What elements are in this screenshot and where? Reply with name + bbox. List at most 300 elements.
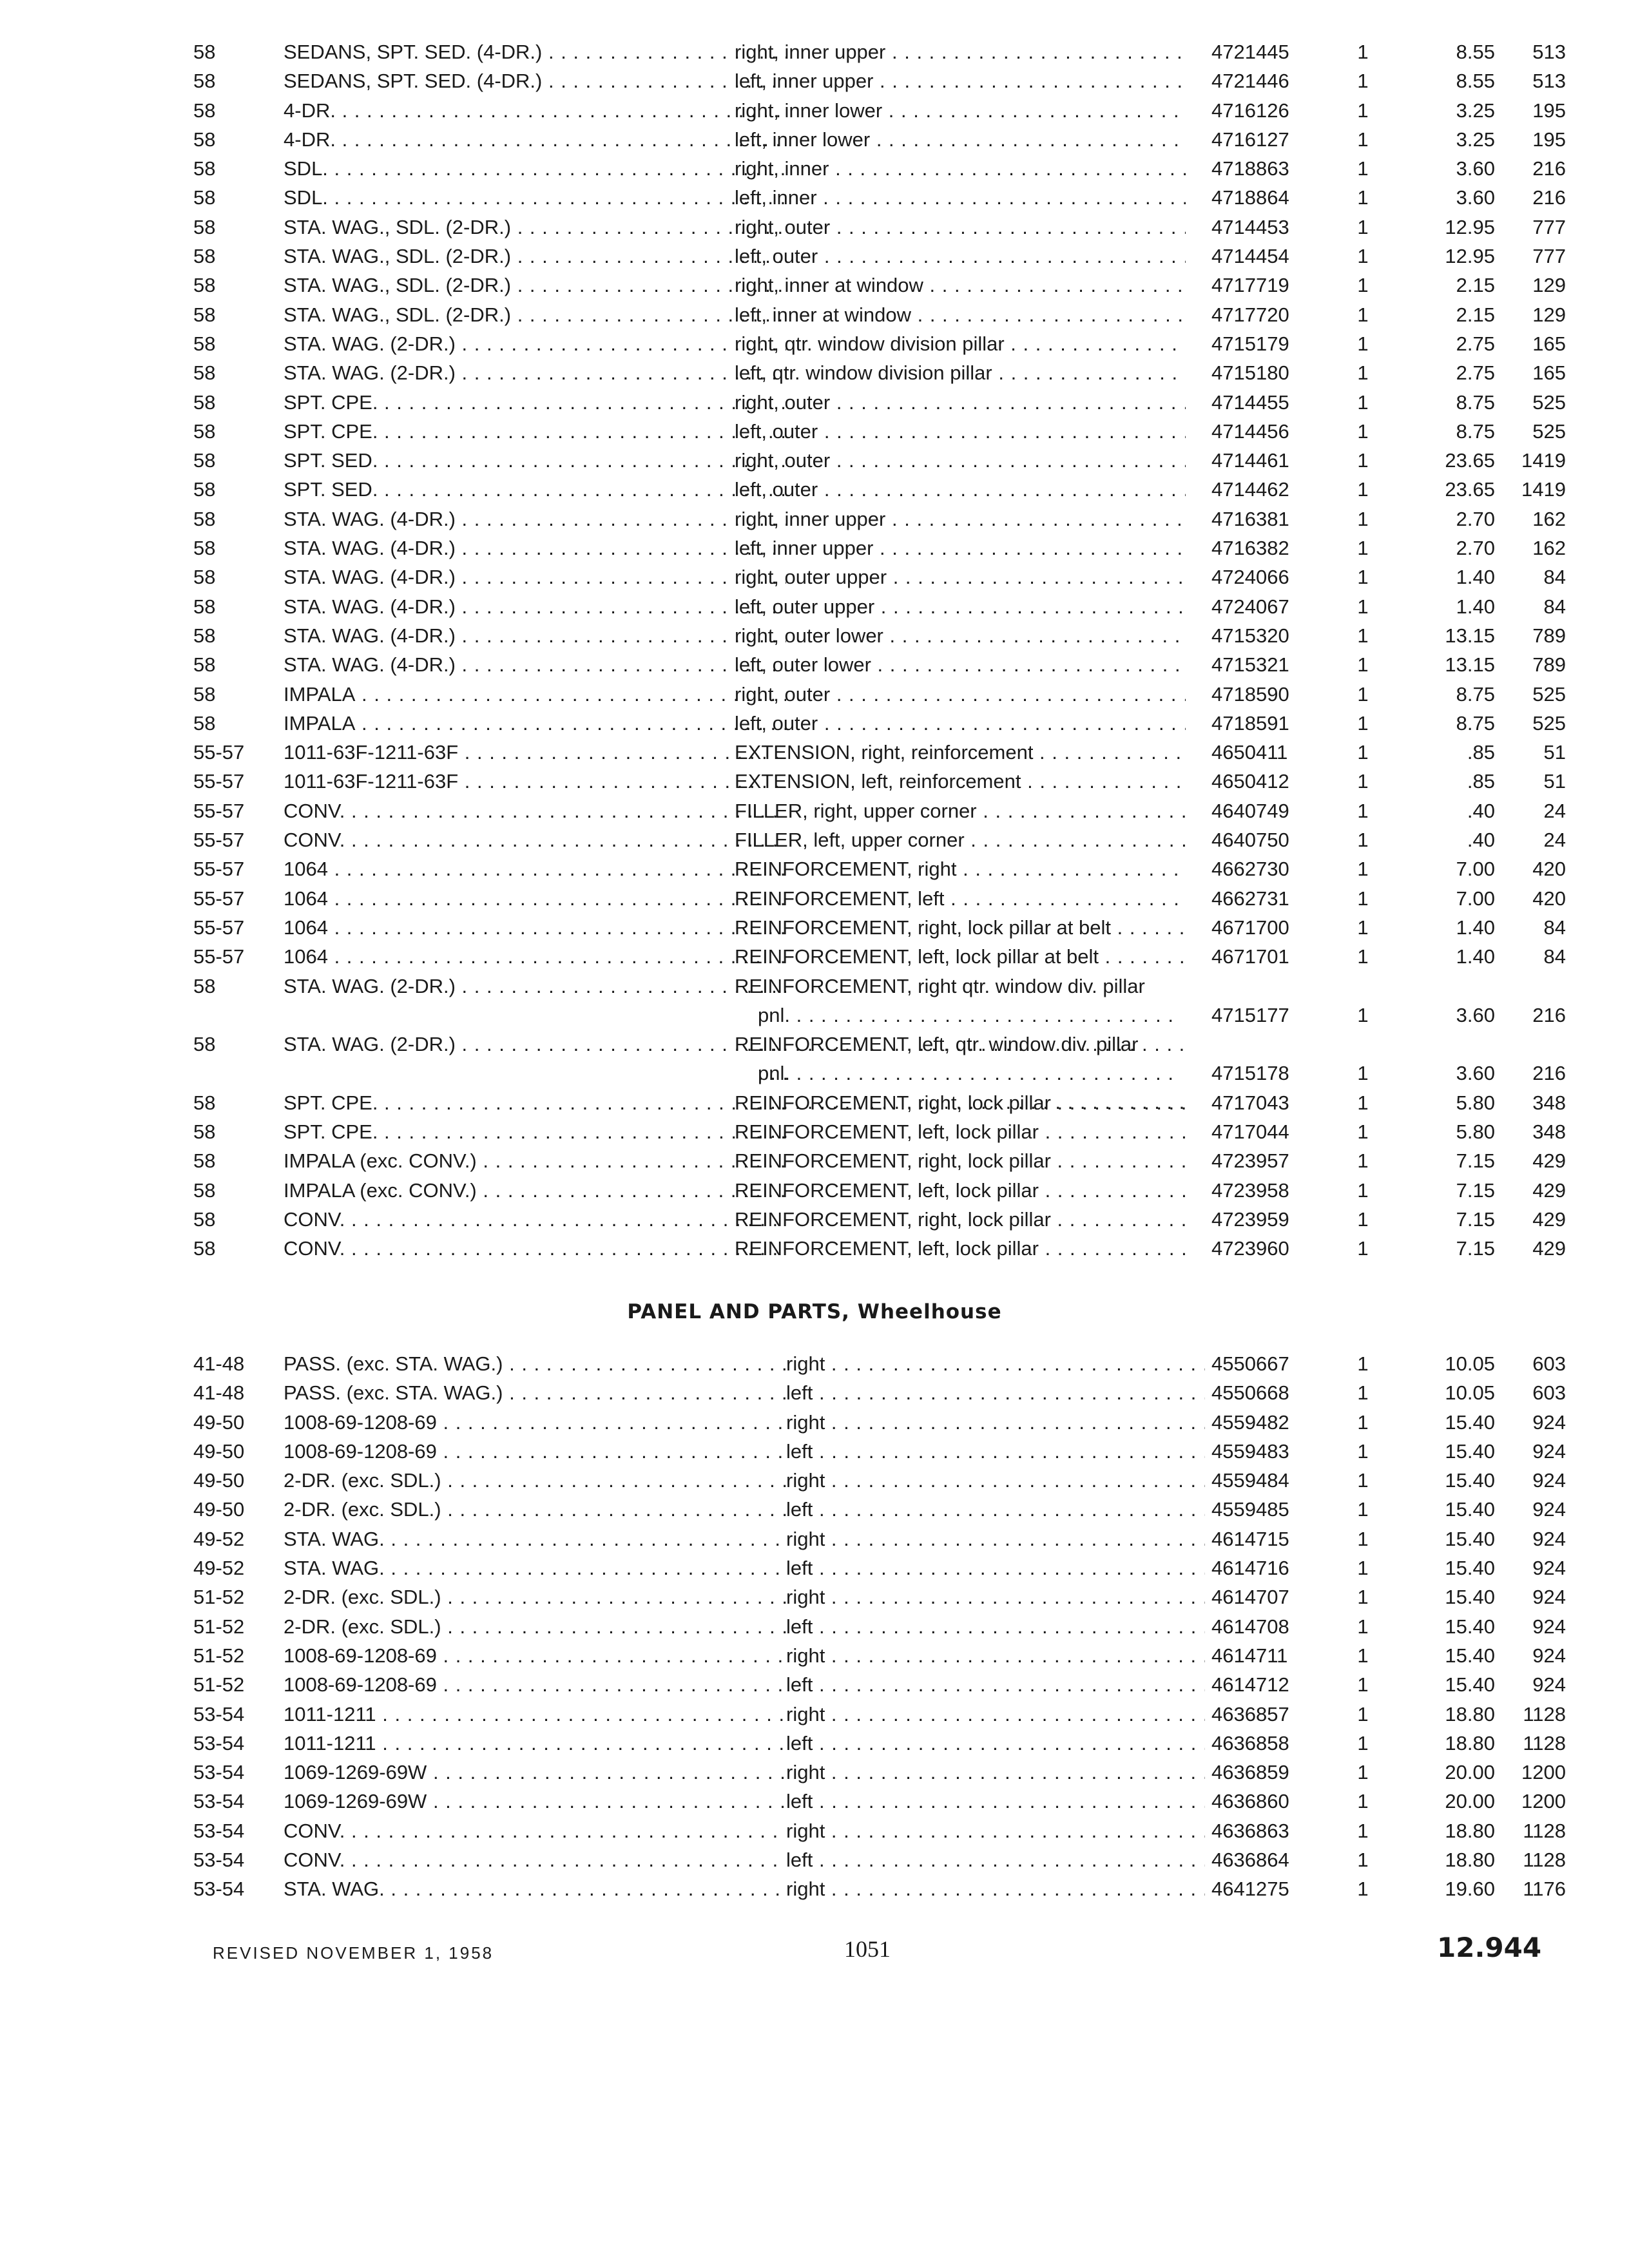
model-cell: STA. WAG. (2-DR.) . . .: [284, 358, 786, 387]
part-number-cell: 4717720: [1211, 303, 1289, 326]
part-number-cell: 4718864: [1211, 186, 1289, 209]
list-cell: 195: [1532, 99, 1566, 122]
part-number-cell: 4550668: [1211, 1381, 1289, 1405]
year-cell: 58: [193, 653, 216, 677]
list-cell: 924: [1532, 1469, 1566, 1492]
part-number-cell: 4714461: [1211, 449, 1289, 472]
quantity-cell: 1: [1357, 99, 1369, 122]
revision-date: REVISED NOVEMBER 1, 1958: [213, 1943, 494, 1963]
model-cell: SPT. SED. . . .: [284, 446, 786, 475]
year-cell: 58: [193, 711, 216, 735]
price-cell: 2.15: [1456, 303, 1495, 326]
description-cell: REINFORCEMENT, right, lock pillar . . .: [735, 1205, 1186, 1234]
model-cell: 1064 . . .: [284, 884, 786, 913]
price-cell: 5.80: [1456, 1120, 1495, 1143]
model-cell: 1069-1269-69W . . .: [284, 1787, 786, 1816]
quantity-cell: 1: [1357, 419, 1369, 443]
model-cell: IMPALA . . .: [284, 680, 786, 709]
part-number-cell: 4716127: [1211, 128, 1289, 151]
model-cell: 1064 . . .: [284, 854, 786, 883]
description-cell: left . . .: [786, 1729, 1205, 1758]
part-number-cell: 4717043: [1211, 1091, 1289, 1114]
quantity-cell: 1: [1357, 1819, 1369, 1842]
price-cell: 7.15: [1456, 1178, 1495, 1202]
part-number-cell: 4641275: [1211, 1878, 1289, 1901]
price-cell: 15.40: [1445, 1439, 1495, 1463]
model-cell: 2-DR. (exc. SDL.) . . .: [284, 1495, 786, 1524]
table-row: [193, 300, 1566, 329]
quantity-cell: 1: [1357, 1207, 1369, 1231]
table-row: [193, 767, 1566, 796]
description-cell: left, outer upper . . .: [735, 592, 1186, 621]
quantity-cell: 1: [1357, 945, 1369, 968]
model-cell: IMPALA (exc. CONV.) . . .: [284, 1176, 786, 1205]
section-number: 12.944: [1437, 1932, 1542, 1963]
year-cell: 58: [193, 361, 216, 385]
list-cell: 525: [1532, 682, 1566, 706]
model-cell: 1008-69-1208-69 . . .: [284, 1408, 786, 1437]
price-cell: 18.80: [1445, 1849, 1495, 1872]
year-cell: 58: [193, 128, 216, 151]
model-cell: STA. WAG. (4-DR.) . . .: [284, 533, 786, 562]
part-number-cell: 4671701: [1211, 945, 1289, 968]
part-number-cell: 4714454: [1211, 245, 1289, 268]
model-cell: STA. WAG. (2-DR.) . . .: [284, 329, 786, 358]
description-cell: right, qtr. window division pillar . . .: [735, 329, 1186, 358]
model-cell: 2-DR. (exc. SDL.) . . .: [284, 1466, 786, 1495]
list-cell: 1128: [1523, 1702, 1566, 1725]
part-number-cell: 4636859: [1211, 1761, 1289, 1784]
quantity-cell: 1: [1357, 770, 1369, 793]
price-cell: 15.40: [1445, 1498, 1495, 1521]
parts-table-2: [193, 1349, 1566, 1904]
year-cell: 55-57: [193, 829, 245, 852]
year-cell: 58: [193, 478, 216, 501]
description-cell: left . . .: [786, 1553, 1205, 1582]
price-cell: 8.75: [1456, 390, 1495, 414]
year-cell: 55-57: [193, 887, 245, 910]
list-cell: 513: [1532, 41, 1566, 63]
quantity-cell: 1: [1357, 186, 1369, 209]
quantity-cell: 1: [1357, 303, 1369, 326]
table-row: [193, 1205, 1566, 1234]
list-cell: 162: [1532, 507, 1566, 530]
quantity-cell: 1: [1357, 1790, 1369, 1813]
year-cell: 58: [193, 682, 216, 706]
part-number-cell: 4559485: [1211, 1498, 1289, 1521]
list-cell: 1128: [1523, 1731, 1566, 1754]
table-row: [193, 505, 1566, 533]
year-cell: 53-54: [193, 1761, 245, 1784]
year-cell: 58: [193, 215, 216, 238]
year-cell: 58: [193, 449, 216, 472]
description-cell: right, outer upper . . .: [735, 562, 1186, 591]
year-cell: 53-54: [193, 1819, 245, 1842]
model-cell: 1011-63F-1211-63F . . .: [284, 738, 786, 767]
description-cell: right . . .: [786, 1349, 1205, 1378]
price-cell: 1.40: [1456, 566, 1495, 589]
model-cell: STA. WAG., SDL. (2-DR.) . . .: [284, 213, 786, 242]
part-number-cell: 4715178: [1211, 1062, 1289, 1085]
quantity-cell: 1: [1357, 653, 1369, 677]
quantity-cell: 1: [1357, 916, 1369, 939]
description-cell: right . . .: [786, 1758, 1205, 1787]
list-cell: 84: [1543, 595, 1566, 618]
part-number-cell: 4715321: [1211, 653, 1289, 677]
part-number-cell: 4636858: [1211, 1731, 1289, 1754]
model-cell: SDL. . . .: [284, 154, 786, 183]
year-cell: 58: [193, 1149, 216, 1173]
list-cell: 924: [1532, 1586, 1566, 1609]
year-cell: 58: [193, 332, 216, 355]
price-cell: 8.75: [1456, 419, 1495, 443]
part-number-cell: 4718590: [1211, 682, 1289, 706]
price-cell: 3.60: [1456, 186, 1495, 209]
list-cell: 1128: [1523, 1849, 1566, 1872]
part-number-cell: 4724067: [1211, 595, 1289, 618]
table-row: [193, 972, 1566, 1030]
part-number-cell: 4716382: [1211, 537, 1289, 560]
price-cell: 20.00: [1445, 1761, 1495, 1784]
part-number-cell: 4671700: [1211, 916, 1289, 939]
list-cell: 525: [1532, 390, 1566, 414]
price-cell: 15.40: [1445, 1557, 1495, 1580]
price-cell: 12.95: [1445, 215, 1495, 238]
list-cell: 420: [1532, 858, 1566, 881]
quantity-cell: 1: [1357, 887, 1369, 910]
list-cell: 216: [1532, 1003, 1566, 1026]
price-cell: 2.70: [1456, 537, 1495, 560]
price-cell: .40: [1467, 829, 1495, 852]
table-row: [193, 709, 1566, 738]
list-cell: 216: [1532, 186, 1566, 209]
price-cell: 15.40: [1445, 1673, 1495, 1696]
list-cell: 429: [1532, 1237, 1566, 1260]
table-row: [193, 475, 1566, 504]
part-number-cell: 4714456: [1211, 419, 1289, 443]
part-number-cell: 4723957: [1211, 1149, 1289, 1173]
quantity-cell: 1: [1357, 711, 1369, 735]
price-cell: 15.40: [1445, 1644, 1495, 1667]
description-cell: left, outer . . .: [735, 417, 1186, 446]
description-cell: FILLER, left, upper corner . . .: [735, 825, 1186, 854]
quantity-cell: 1: [1357, 449, 1369, 472]
price-cell: .85: [1467, 741, 1495, 764]
quantity-cell: 1: [1357, 1352, 1369, 1375]
year-cell: 58: [193, 974, 216, 997]
price-cell: 3.60: [1456, 1003, 1495, 1026]
list-cell: 84: [1543, 916, 1566, 939]
year-cell: 58: [193, 419, 216, 443]
description-cell: right, outer . . .: [735, 388, 1186, 417]
description-cell: REINFORCEMENT, left, lock pillar . . .: [735, 1117, 1186, 1146]
year-cell: 51-52: [193, 1644, 245, 1667]
list-cell: 429: [1532, 1178, 1566, 1202]
year-cell: 58: [193, 1091, 216, 1114]
list-cell: 789: [1532, 653, 1566, 677]
model-cell: SPT. SED. . . .: [284, 475, 786, 504]
model-cell: STA. WAG., SDL. (2-DR.) . . .: [284, 300, 786, 329]
table-row: [193, 533, 1566, 562]
model-cell: SEDANS, SPT. SED. (4-DR.) . . .: [284, 66, 786, 95]
quantity-cell: 1: [1357, 1091, 1369, 1114]
quantity-cell: 1: [1357, 1439, 1369, 1463]
table-row: [193, 1117, 1566, 1146]
part-number-cell: 4550667: [1211, 1352, 1289, 1375]
price-cell: 18.80: [1445, 1731, 1495, 1754]
table-row: [193, 1466, 1566, 1495]
list-cell: 924: [1532, 1498, 1566, 1521]
year-cell: 58: [193, 1237, 216, 1260]
section-title: PANEL AND PARTS, Wheelhouse: [627, 1300, 1002, 1323]
table-row: [193, 388, 1566, 417]
part-number-cell: 4715179: [1211, 332, 1289, 355]
table-row: [193, 1030, 1566, 1088]
part-number-cell: 4714455: [1211, 390, 1289, 414]
quantity-cell: 1: [1357, 1527, 1369, 1550]
year-cell: 51-52: [193, 1586, 245, 1609]
table-row: [193, 1524, 1566, 1553]
quantity-cell: 1: [1357, 682, 1369, 706]
part-number-cell: 4636857: [1211, 1702, 1289, 1725]
part-number-cell: 4721446: [1211, 70, 1289, 93]
description-cell: right, outer . . .: [735, 446, 1186, 475]
year-cell: 49-50: [193, 1439, 245, 1463]
price-cell: 12.95: [1445, 245, 1495, 268]
list-cell: 777: [1532, 245, 1566, 268]
model-cell: CONV. . . .: [284, 1845, 786, 1874]
year-cell: 58: [193, 186, 216, 209]
part-number-cell: 4662731: [1211, 887, 1289, 910]
year-cell: 58: [193, 1178, 216, 1202]
description-cell: left, inner at window . . .: [735, 300, 1186, 329]
part-number-cell: 4723959: [1211, 1207, 1289, 1231]
table-row: [193, 1816, 1566, 1845]
model-cell: SPT. CPE. . . .: [284, 1117, 786, 1146]
part-number-cell: 4614715: [1211, 1527, 1289, 1550]
quantity-cell: 1: [1357, 624, 1369, 647]
part-number-cell: 4636864: [1211, 1849, 1289, 1872]
model-cell: 2-DR. (exc. SDL.) . . .: [284, 1612, 786, 1641]
price-cell: 5.80: [1456, 1091, 1495, 1114]
quantity-cell: 1: [1357, 1120, 1369, 1143]
description-cell: left . . .: [786, 1845, 1205, 1874]
part-number-cell: 4614708: [1211, 1615, 1289, 1638]
price-cell: 3.25: [1456, 99, 1495, 122]
quantity-cell: 1: [1357, 1644, 1369, 1667]
part-number-cell: 4640750: [1211, 829, 1289, 852]
description-cell: right . . .: [786, 1408, 1205, 1437]
quantity-cell: 1: [1357, 361, 1369, 385]
quantity-cell: 1: [1357, 128, 1369, 151]
price-cell: 7.15: [1456, 1237, 1495, 1260]
year-cell: 58: [193, 274, 216, 297]
model-cell: CONV. . . .: [284, 1816, 786, 1845]
year-cell: 58: [193, 537, 216, 560]
list-cell: 525: [1532, 711, 1566, 735]
part-number-cell: 4715320: [1211, 624, 1289, 647]
model-cell: CONV. . . .: [284, 1234, 786, 1263]
model-cell: 1008-69-1208-69 . . .: [284, 1437, 786, 1466]
price-cell: 8.75: [1456, 711, 1495, 735]
table-row: [193, 1729, 1566, 1758]
quantity-cell: 1: [1357, 799, 1369, 822]
price-cell: 2.75: [1456, 361, 1495, 385]
year-cell: 58: [193, 303, 216, 326]
part-number-cell: 4723960: [1211, 1237, 1289, 1260]
quantity-cell: 1: [1357, 1237, 1369, 1260]
year-cell: 58: [193, 507, 216, 530]
year-cell: 58: [193, 41, 216, 63]
quantity-cell: 1: [1357, 41, 1369, 63]
description-cell: left . . .: [786, 1495, 1205, 1524]
description-cell: left, inner upper . . .: [735, 66, 1186, 95]
table-row: [193, 1234, 1566, 1263]
description-cell: right . . .: [786, 1466, 1205, 1495]
description-cell: right, outer . . .: [735, 680, 1186, 709]
price-cell: 7.15: [1456, 1149, 1495, 1173]
description-cell: REINFORCEMENT, left, lock pillar at belt . . .: [735, 942, 1186, 971]
list-cell: 1200: [1521, 1790, 1566, 1813]
description-cell: right . . .: [786, 1582, 1205, 1611]
description-cell: right, inner . . .: [735, 154, 1186, 183]
price-cell: 7.00: [1456, 887, 1495, 910]
table-row: [193, 1495, 1566, 1524]
quantity-cell: 1: [1357, 858, 1369, 881]
table-row: [193, 738, 1566, 767]
table-row: [193, 1641, 1566, 1670]
model-cell: STA. WAG., SDL. (2-DR.) . . .: [284, 242, 786, 271]
table-row: [193, 37, 1566, 66]
model-cell: 2-DR. (exc. SDL.) . . .: [284, 1582, 786, 1611]
year-cell: 53-54: [193, 1849, 245, 1872]
quantity-cell: 1: [1357, 1878, 1369, 1901]
year-cell: 41-48: [193, 1381, 245, 1405]
price-cell: 7.15: [1456, 1207, 1495, 1231]
quantity-cell: 1: [1357, 829, 1369, 852]
list-cell: 348: [1532, 1120, 1566, 1143]
list-cell: 924: [1532, 1410, 1566, 1434]
price-cell: 8.75: [1456, 682, 1495, 706]
model-cell: PASS. (exc. STA. WAG.) . . .: [284, 1378, 786, 1407]
table-row: [193, 650, 1566, 679]
table-row: [193, 1349, 1566, 1378]
part-number-cell: 4716381: [1211, 507, 1289, 530]
description-cell: left, outer . . .: [735, 709, 1186, 738]
price-cell: 13.15: [1445, 624, 1495, 647]
part-number-cell: 4721445: [1211, 41, 1289, 63]
model-cell: SPT. CPE. . . .: [284, 388, 786, 417]
table-row: [193, 446, 1566, 475]
description-cell: EXTENSION, right, reinforcement . . .: [735, 738, 1186, 767]
model-cell: 4-DR. . . .: [284, 96, 786, 125]
part-number-cell: 4650411: [1211, 741, 1288, 764]
year-cell: 58: [193, 157, 216, 180]
price-cell: 18.80: [1445, 1702, 1495, 1725]
year-cell: 55-57: [193, 916, 245, 939]
description-cell: REINFORCEMENT, left . . .: [735, 884, 1186, 913]
price-cell: 23.65: [1445, 478, 1495, 501]
model-cell: CONV. . . .: [284, 825, 786, 854]
list-cell: 216: [1532, 1062, 1566, 1085]
year-cell: 53-54: [193, 1878, 245, 1901]
list-cell: 165: [1532, 332, 1566, 355]
quantity-cell: 1: [1357, 1178, 1369, 1202]
description-cell: REINFORCEMENT, left, lock pillar . . .: [735, 1176, 1186, 1205]
quantity-cell: 1: [1357, 1702, 1369, 1725]
part-number-cell: 4650412: [1211, 770, 1289, 793]
page-number: 1051: [844, 1936, 891, 1962]
description-cell: right, inner at window . . .: [735, 271, 1186, 300]
table-row: [193, 417, 1566, 446]
model-cell: 1008-69-1208-69 . . .: [284, 1670, 786, 1699]
description-cell: left, inner lower . . .: [735, 125, 1186, 154]
model-cell: SEDANS, SPT. SED. (4-DR.) . . .: [284, 37, 786, 66]
quantity-cell: 1: [1357, 537, 1369, 560]
table-row: [193, 213, 1566, 242]
model-cell: PASS. (exc. STA. WAG.) . . .: [284, 1349, 786, 1378]
quantity-cell: 1: [1357, 478, 1369, 501]
description-line-2: pnl. . . .: [735, 1059, 1186, 1146]
quantity-cell: 1: [1357, 1761, 1369, 1784]
description-cell: FILLER, right, upper corner . . .: [735, 796, 1186, 825]
list-cell: 429: [1532, 1149, 1566, 1173]
list-cell: 924: [1532, 1527, 1566, 1550]
year-cell: 53-54: [193, 1731, 245, 1754]
part-number-cell: 4559484: [1211, 1469, 1289, 1492]
model-cell: IMPALA . . .: [284, 709, 786, 738]
model-cell: STA. WAG., SDL. (2-DR.) . . .: [284, 271, 786, 300]
price-cell: 2.15: [1456, 274, 1495, 297]
description-cell: left, inner . . .: [735, 183, 1186, 212]
part-number-cell: 4636860: [1211, 1790, 1289, 1813]
table-row: [193, 1176, 1566, 1205]
quantity-cell: 1: [1357, 1849, 1369, 1872]
list-cell: 51: [1543, 770, 1566, 793]
list-cell: 162: [1532, 537, 1566, 560]
list-cell: 1128: [1523, 1819, 1566, 1842]
year-cell: 49-50: [193, 1469, 245, 1492]
table-row: [193, 1612, 1566, 1641]
description-cell: right, outer lower . . .: [735, 621, 1186, 650]
quantity-cell: 1: [1357, 1469, 1369, 1492]
quantity-cell: 1: [1357, 1149, 1369, 1173]
description-cell: right . . .: [786, 1524, 1205, 1553]
table-row: [193, 271, 1566, 300]
list-cell: 789: [1532, 624, 1566, 647]
price-cell: 15.40: [1445, 1469, 1495, 1492]
model-cell: 4-DR. . . .: [284, 125, 786, 154]
model-cell: STA. WAG. . . .: [284, 1874, 786, 1903]
table-row: [193, 680, 1566, 709]
description-cell: REINFORCEMENT, right, lock pillar at belt . . .: [735, 913, 1186, 942]
year-cell: 58: [193, 595, 216, 618]
description-cell: left, outer . . .: [735, 242, 1186, 271]
quantity-cell: 1: [1357, 1381, 1369, 1405]
table-row: [193, 154, 1566, 183]
year-cell: 49-50: [193, 1498, 245, 1521]
model-cell: STA. WAG. . . .: [284, 1524, 786, 1553]
model-cell: SPT. CPE. . . .: [284, 1088, 786, 1117]
quantity-cell: 1: [1357, 1410, 1369, 1434]
price-cell: 15.40: [1445, 1586, 1495, 1609]
price-cell: 1.40: [1456, 595, 1495, 618]
price-cell: 15.40: [1445, 1527, 1495, 1550]
model-cell: 1069-1269-69W . . .: [284, 1758, 786, 1787]
description-cell: REINFORCEMENT, right . . .: [735, 854, 1186, 883]
model-cell: SPT. CPE. . . .: [284, 417, 786, 446]
price-cell: 10.05: [1445, 1352, 1495, 1375]
